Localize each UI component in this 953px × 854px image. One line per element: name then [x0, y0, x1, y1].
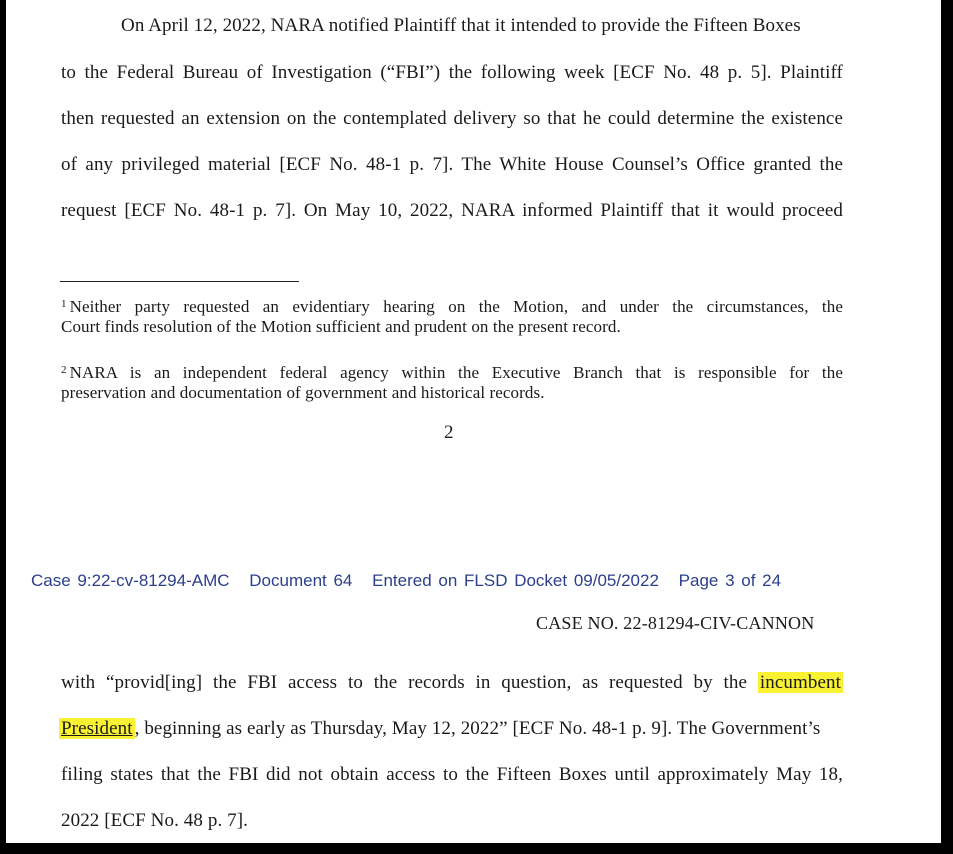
bottom-line-1-text: with “provid[ing] the FBI access to the records in question, as requested by the	[61, 672, 748, 693]
docket-header	[31, 570, 794, 592]
bottom-line-2-text: , beginning as early as Thursday, May 12, 2022” [ECF No. 48-1 p. 9]. The Government’s	[134, 718, 821, 739]
footnote-2-line-1	[61, 359, 843, 384]
bottom-line-4: 2022 [ECF No. 48 p. 7].	[61, 810, 249, 831]
docket-document: Document 64	[249, 571, 353, 590]
footnote-1-text: Neither party requested an evidentiary hearing on the Motion, and under the circumstances, the	[69, 297, 843, 316]
bottom-line-3: filing states that the FBI did not obtain access to the Fifteen Boxes until approximately May 18,	[61, 764, 843, 785]
case-number: CASE NO. 22-81294-CIV-CANNON	[536, 613, 815, 633]
body-line-3: then requested an extension on the contemplated delivery so that he could determine the existence	[61, 108, 843, 129]
body-line-4: of any privileged material [ECF No. 48-1 p. 7]. The White House Counsel’s Office granted the	[61, 154, 843, 175]
docket-page: Page 3 of 24	[678, 571, 782, 590]
docket-entered: Entered on FLSD Docket 09/05/2022	[372, 571, 659, 590]
bottom-line-2	[59, 717, 820, 741]
footnote-1-marker: 1	[61, 298, 67, 310]
body-line-1: On April 12, 2022, NARA notified Plaintiff that it intended to provide the Fifteen Boxes	[121, 15, 801, 36]
body-line-2: to the Federal Bureau of Investigation (“FBI”) the following week [ECF No. 48 p. 5]. Plaintiff	[61, 62, 843, 83]
footnote-1-line-1	[61, 293, 843, 318]
highlight-incumbent: incumbent	[759, 672, 841, 693]
body-line-5: request [ECF No. 48-1 p. 7]. On May 10, 2022, NARA informed Plaintiff that it would proceed	[61, 200, 843, 221]
footnote-2-text: NARA is an independent federal agency within the Executive Branch that is responsible for the	[69, 363, 843, 382]
footnote-1-line-2: Court finds resolution of the Motion sufficient and prudent on the present record.	[61, 317, 621, 336]
document-page	[6, 0, 941, 843]
docket-case: Case 9:22-cv-81294-AMC	[31, 571, 230, 590]
highlight-president: President	[61, 718, 133, 739]
footnote-2-line-2: preservation and documentation of government and historical records.	[61, 383, 545, 402]
bottom-line-1	[61, 671, 843, 695]
footnote-2-marker: 2	[61, 364, 67, 376]
footnote-separator	[60, 281, 299, 282]
page-number: 2	[444, 422, 454, 443]
